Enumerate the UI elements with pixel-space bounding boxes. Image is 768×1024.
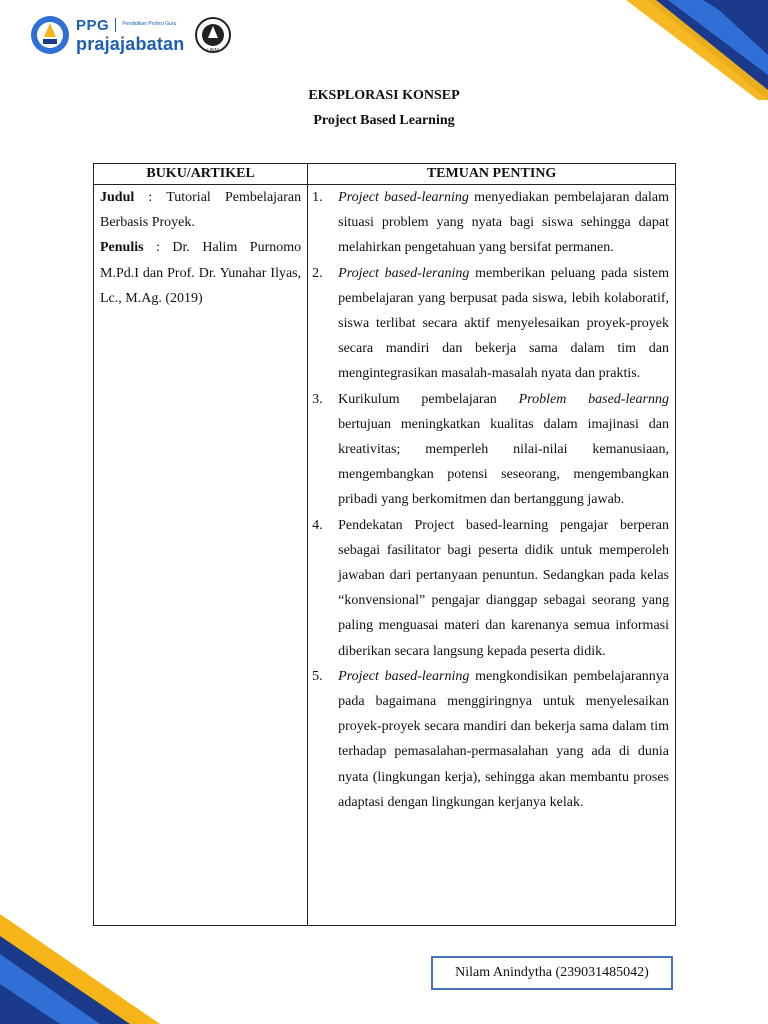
- list-item: [312, 513, 669, 664]
- findings-list: [312, 185, 669, 815]
- finding-italic: Project based-learning: [338, 190, 469, 205]
- finding-italic: Project based-learning: [338, 668, 470, 684]
- ppg-prajabatan-logo: [76, 18, 184, 53]
- finding-number: 3.: [312, 391, 323, 407]
- author-name-box: Nilam Anindytha (239031485042): [431, 956, 673, 990]
- bottom-left-corner-decoration: [0, 914, 160, 1024]
- finding-number: 1.: [312, 190, 323, 205]
- finding-body: Pendekatan Project based-learning pengajar berperan sebagai fasilitator bagi peserta didik untuk memperoleh jawaban dari pertanyaan penuntun. Sedangkan pada kelas “konvensional” pengajar dianggap sebagai seorang yang paling menguasai materi dan karenanya semua informasi diberikan secara langsung kepada peserta didik.: [338, 517, 669, 659]
- list-item: [312, 387, 669, 513]
- brand-divider: [115, 18, 116, 32]
- finding-prefix: Kurikulum pembelajaran: [338, 391, 519, 407]
- finding-text: [338, 387, 669, 513]
- concept-table: [93, 163, 676, 926]
- finding-text: [338, 664, 669, 815]
- finding-body: bertujuan meningkatkan kualitas dalam imajinasi dan kreativitas; memperleh nilai-nilai kemanusiaan, mengembangkan potensi seseorang, mengembangkan pribadi yang berkomitmen dan bertanggung jawab.: [338, 416, 669, 508]
- top-right-corner-decoration: [608, 0, 768, 100]
- header-logos: [30, 14, 232, 56]
- judul-value: : Tutorial Pembelajaran Berbasis Proyek.: [100, 190, 302, 231]
- svg-text:UNM: UNM: [207, 48, 220, 54]
- finding-number: 2.: [312, 265, 323, 281]
- list-item: [312, 664, 669, 815]
- list-item: [312, 185, 669, 261]
- table-header-row: [94, 164, 676, 185]
- finding-italic: Problem based-learnng: [518, 391, 669, 407]
- brand-prajabatan: [76, 35, 184, 53]
- table-row: [94, 185, 676, 926]
- page-subtitle: Project Based Learning: [313, 113, 455, 128]
- finding-italic: Project based-leraning: [338, 265, 470, 281]
- brand-jabatan: jabatan: [120, 33, 185, 54]
- list-item: [312, 261, 669, 387]
- book-cell: [94, 185, 308, 926]
- page-title: EKSPLORASI KONSEP: [308, 88, 460, 103]
- brand-tagline: Pendidikan Profesi Guru: [122, 21, 177, 28]
- finding-body: memberikan peluang pada sistem pembelajaran yang berpusat pada siswa, lebih kolaboratif, siswa terlibat secara aktif menyelesaikan proyek-proyek secara mandiri dan bekerja sama dalam tim dan mengintegrasikan masalah-masalah nyata dan praktis.: [338, 265, 669, 382]
- judul-label: Judul: [100, 190, 135, 205]
- finding-body: mengkondisikan pembelajarannya pada bagaimana menggiringnya untuk menyelesaikan proyek-proyek secara mandiri dan bekerja sama dalam tim terhadap pemasalahan-permasalahan yang ada di dunia nyata (lingkungan kerja), sehingga akan membantu proses adaptasi dengan lingkungan kerjanya kelak.: [338, 668, 669, 810]
- findings-cell: [308, 185, 676, 926]
- penulis-label: Penulis: [100, 240, 144, 256]
- book-title: [100, 185, 301, 235]
- finding-number: 5.: [312, 668, 323, 684]
- finding-text: [338, 513, 669, 664]
- finding-number: 4.: [312, 517, 323, 533]
- finding-text: [338, 185, 669, 261]
- brand-praja: praja: [76, 33, 121, 54]
- tut-wuri-handayani-emblem-icon: [30, 15, 70, 55]
- finding-body: menyediakan pembelajaran dalam situasi problem yang nyata bagi siswa sehingga dapat melahirkan pengetahuan yang bersifat permanen.: [338, 190, 669, 256]
- unm-seal-icon: [194, 16, 232, 54]
- book-author: [100, 235, 301, 311]
- finding-text: [338, 261, 669, 387]
- brand-ppg: PPG: [76, 16, 110, 34]
- penulis-value: : Dr. Halim Purnomo M.Pd.I dan Prof. Dr. Yunahar Ilyas, Lc., M.Ag. (2019): [100, 240, 302, 306]
- header-book-article: BUKU/ARTIKEL: [94, 164, 308, 185]
- header-key-findings: TEMUAN PENTING: [308, 164, 676, 185]
